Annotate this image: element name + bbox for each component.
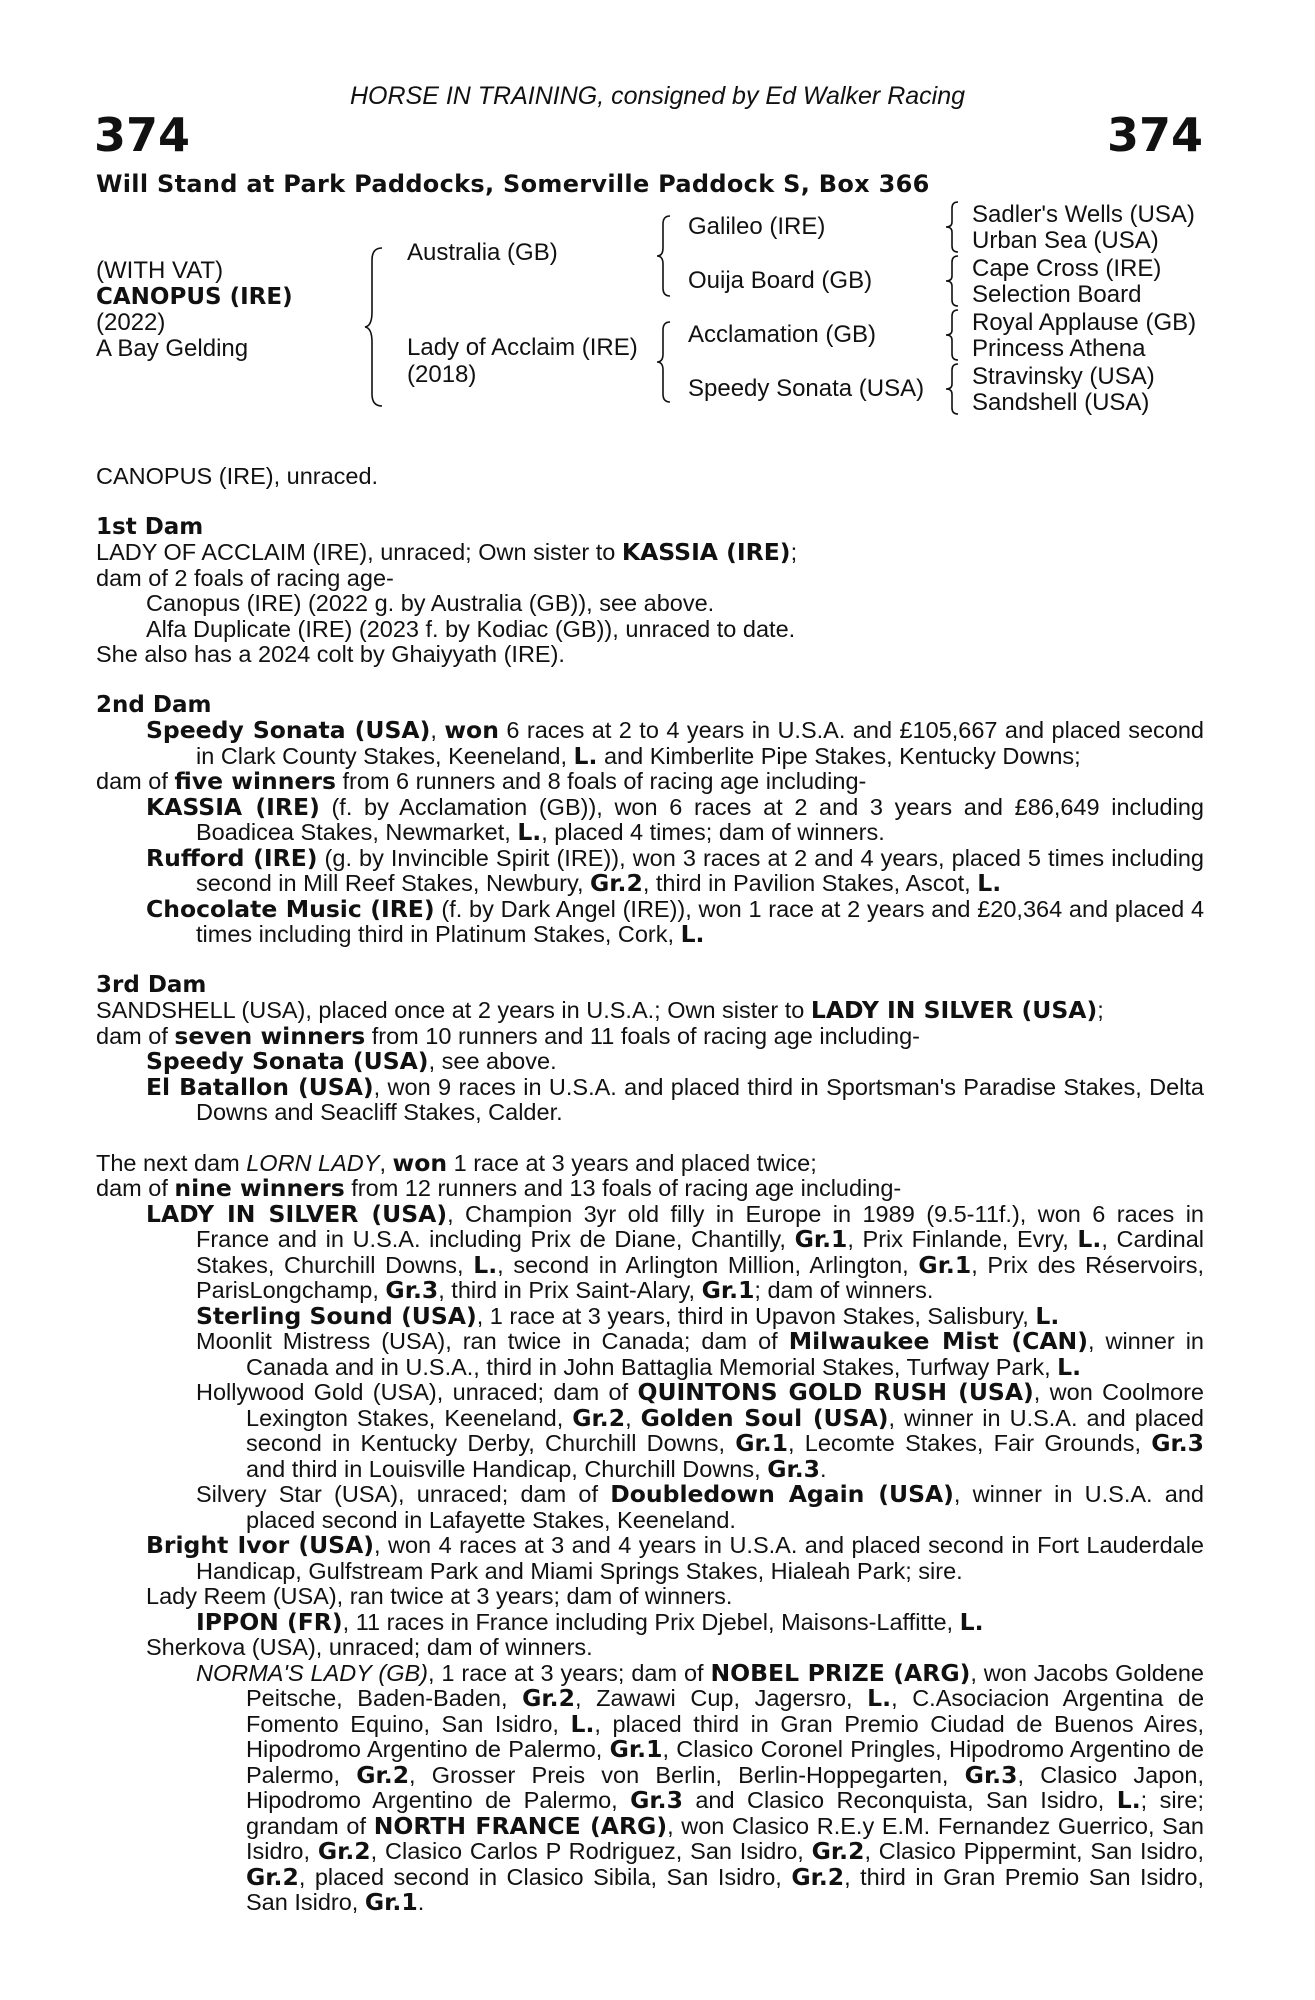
foal-lady-reem: Lady Reem (USA), ran twice at 3 years; dam of winners. (146, 1583, 733, 1609)
foal-bright-ivor: Bright Ivor (USA), won 4 races at 3 and 4 years in U.S.A. and placed second in Fort Lauderdale Handicap, Gulfstream Park and Miami Springs Stakes, Hialeah Park; sire. (146, 1531, 1204, 1584)
first-dam-heading: 1st Dam (96, 513, 204, 540)
first-dam-foal-1: Canopus (IRE) (2022 g. by Australia (GB)), see above. (146, 590, 715, 616)
third-dam-record: SANDSHELL (USA), placed once at 2 years in U.S.A.; Own sister to LADY IN SILVER (USA); (96, 996, 1104, 1024)
first-dam-line2: dam of 2 foals of racing age- (96, 564, 394, 591)
third-dam-foal-speedy-sonata: Speedy Sonata (USA), see above. (146, 1047, 557, 1075)
second-dam-heading: 2nd Dam (96, 691, 212, 718)
horse-year: (2022) (96, 309, 166, 336)
first-dam-note: She also has a 2024 colt by Ghaiyyath (IRE). (96, 641, 565, 667)
second-dam-produce: dam of five winners from 6 runners and 8 foals of racing age including- (96, 767, 867, 795)
second-dam-foal-chocolate-music: Chocolate Music (IRE) (f. by Dark Angel (IRE)), won 1 race at 2 years and £20,364 and placed 4 times including third in Platinum Stakes, Cork, L. (146, 894, 1205, 948)
first-dam-foal-2: Alfa Duplicate (IRE) (2023 f. by Kodiac (GB)), unraced to date. (146, 615, 796, 642)
pedigree-sire: Australia (GB) (407, 239, 558, 266)
foal-lady-in-silver: LADY IN SILVER (USA), Champion 3yr old filly in Europe in 1989 (9.5-11f.), won 6 races in France and in U.S.A. including Prix de Diane, Chantilly, Gr.1, Prix Finlande, Evry, L., Cardinal Stakes, Churchill Downs, L., second in Arlington Million, Arlington, Gr.1, Prix des Réservoirs, ParisLongchamp, Gr.3, third in Prix Saint-Alary, Gr.1; dam of winners. (146, 1199, 1205, 1304)
stand-location: Will Stand at Park Paddocks, Somerville Paddock S, Box 366 (96, 170, 930, 198)
pedigree-brace-g2 (944, 254, 964, 308)
foal-sherkova: Sherkova (USA), unraced; dam of winners. (146, 1634, 593, 1660)
second-dam-foal-rufford: Rufford (IRE) (g. by Invincible Spirit (IRE)), won 3 races at 2 and 4 years, placed 5 times including second in Mill Reef Stakes, Newbury, Gr.2, third in Pavilion Stakes, Ascot, L. (146, 843, 1204, 897)
foal-sterling-sound: Sterling Sound (USA), 1 race at 3 years, third in Upavon Stakes, Salisbury, L. (196, 1301, 1060, 1330)
pedigree-g1: Sadler's Wells (USA) (972, 201, 1195, 228)
third-dam-heading: 3rd Dam (96, 971, 207, 998)
lot-number-right: 374 (1106, 108, 1203, 162)
catalogue-header: HORSE IN TRAINING, consigned by Ed Walker Racing (349, 82, 966, 110)
pedigree-g3: Cape Cross (IRE) (972, 255, 1162, 282)
pedigree-dam-dam: Speedy Sonata (USA) (688, 375, 925, 402)
horse-description: A Bay Gelding (96, 335, 249, 362)
second-dam-record: Speedy Sonata (USA), won 6 races at 2 to 4 years in U.S.A. and £105,667 and placed second in Clark County Stakes, Keeneland, L. and Kimberlite Pipe Stakes, Kentucky Downs; (146, 716, 1205, 770)
horse-name: CANOPUS (IRE) (96, 284, 293, 310)
pedigree-brace-dam (656, 320, 674, 404)
second-dam-foal-kassia: KASSIA (IRE) (f. by Acclamation (GB)), won 6 races at 2 and 3 years and £86,649 including Boadicea Stakes, Newmarket, L., placed 4 times; dam of winners. (146, 792, 1204, 846)
vat-label: (WITH VAT) (96, 257, 224, 284)
pedigree-g2: Urban Sea (USA) (972, 227, 1159, 254)
lot-number-left: 374 (94, 108, 191, 162)
next-dam-record: The next dam LORN LADY, won 1 race at 3 years and placed twice; (96, 1148, 817, 1177)
pedigree-g4: Selection Board (972, 281, 1142, 308)
summary-line: CANOPUS (IRE), unraced. (96, 463, 379, 489)
third-dam-produce: dam of seven winners from 10 runners and 11 foals of racing age including- (96, 1021, 920, 1050)
pedigree-sire-dam: Ouija Board (GB) (688, 267, 873, 294)
pedigree-g7: Stravinsky (USA) (972, 363, 1155, 390)
catalogue-body (96, 464, 1204, 1916)
third-dam-foal-el-batallon: El Batallon (USA), won 9 races in U.S.A. and placed third in Sportsman's Paradise Stakes, Delta Downs and Seacliff Stakes, Calder. (146, 1072, 1204, 1125)
pedigree-dam: Lady of Acclaim (IRE) (407, 334, 638, 361)
pedigree-sire-sire: Galileo (IRE) (688, 213, 826, 240)
pedigree-brace-g4 (944, 362, 964, 416)
pedigree-brace-main (364, 246, 386, 408)
pedigree-g8: Sandshell (USA) (972, 389, 1150, 416)
first-dam-line1: LADY OF ACCLAIM (IRE), unraced; Own sister to KASSIA (IRE); (96, 538, 798, 566)
foal-normas-lady: NORMA'S LADY (GB), 1 race at 3 years; dam of NOBEL PRIZE (ARG), won Jacobs Goldene Peitsche, Baden-Baden, Gr.2, Zawawi Cup, Jagersro, L., C.Asociacion Argentina de Fomento Equino, San Isidro, L., placed third in Gran Premio Ciudad de Buenos Aires, Hipodromo Argentino de Palermo, Gr.1, Clasico Coronel Pringles, Hipodromo Argentino de Palermo, Gr.2, Grosser Preis von Berlin, Berlin-Hoppegarten, Gr.3, Clasico Japon, Hipodromo Argentino de Palermo, Gr.3 and Clasico Reconquista, San Isidro, L.; sire; grandam of NORTH FRANCE (ARG), won Clasico R.E.y E.M. Fernandez Guerrico, San Isidro, Gr.2, Clasico Carlos P Rodriguez, San Isidro, Gr.2, Clasico Pippermint, San Isidro, Gr.2, placed second in Clasico Sibila, San Isidro, Gr.2, third in Gran Premio San Isidro, San Isidro, Gr.1. (196, 1658, 1205, 1916)
pedigree-brace-g1 (944, 200, 964, 254)
foal-ippon: IPPON (FR), 11 races in France including Prix Djebel, Maisons-Laffitte, L. (196, 1607, 984, 1636)
foal-silvery-star: Silvery Star (USA), unraced; dam of Doubledown Again (USA), winner in U.S.A. and placed second in Lafayette Stakes, Keeneland. (196, 1480, 1204, 1533)
pedigree-dam-sire: Acclamation (GB) (688, 321, 877, 348)
pedigree-brace-sire (656, 214, 674, 298)
horse-details (96, 258, 293, 362)
pedigree-dam-year: (2018) (407, 361, 477, 388)
foal-moonlit-mistress: Moonlit Mistress (USA), ran twice in Canada; dam of Milwaukee Mist (CAN), winner in Canada and in U.S.A., third in John Battaglia Memorial Stakes, Turfway Park, L. (196, 1327, 1205, 1381)
pedigree-g5: Royal Applause (GB) (972, 309, 1197, 336)
pedigree-g6: Princess Athena (972, 335, 1146, 362)
next-dam-produce: dam of nine winners from 12 runners and 13 foals of racing age including- (96, 1174, 902, 1202)
foal-hollywood-gold: Hollywood Gold (USA), unraced; dam of QUINTONS GOLD RUSH (USA), won Coolmore Lexington Stakes, Keeneland, Gr.2, Golden Soul (USA), winner in U.S.A. and placed second in Kentucky Derby, Churchill Downs, Gr.1, Lecomte Stakes, Fair Grounds, Gr.3 and third in Louisville Handicap, Churchill Downs, Gr.3. (196, 1378, 1205, 1483)
pedigree-brace-g3 (944, 308, 964, 362)
